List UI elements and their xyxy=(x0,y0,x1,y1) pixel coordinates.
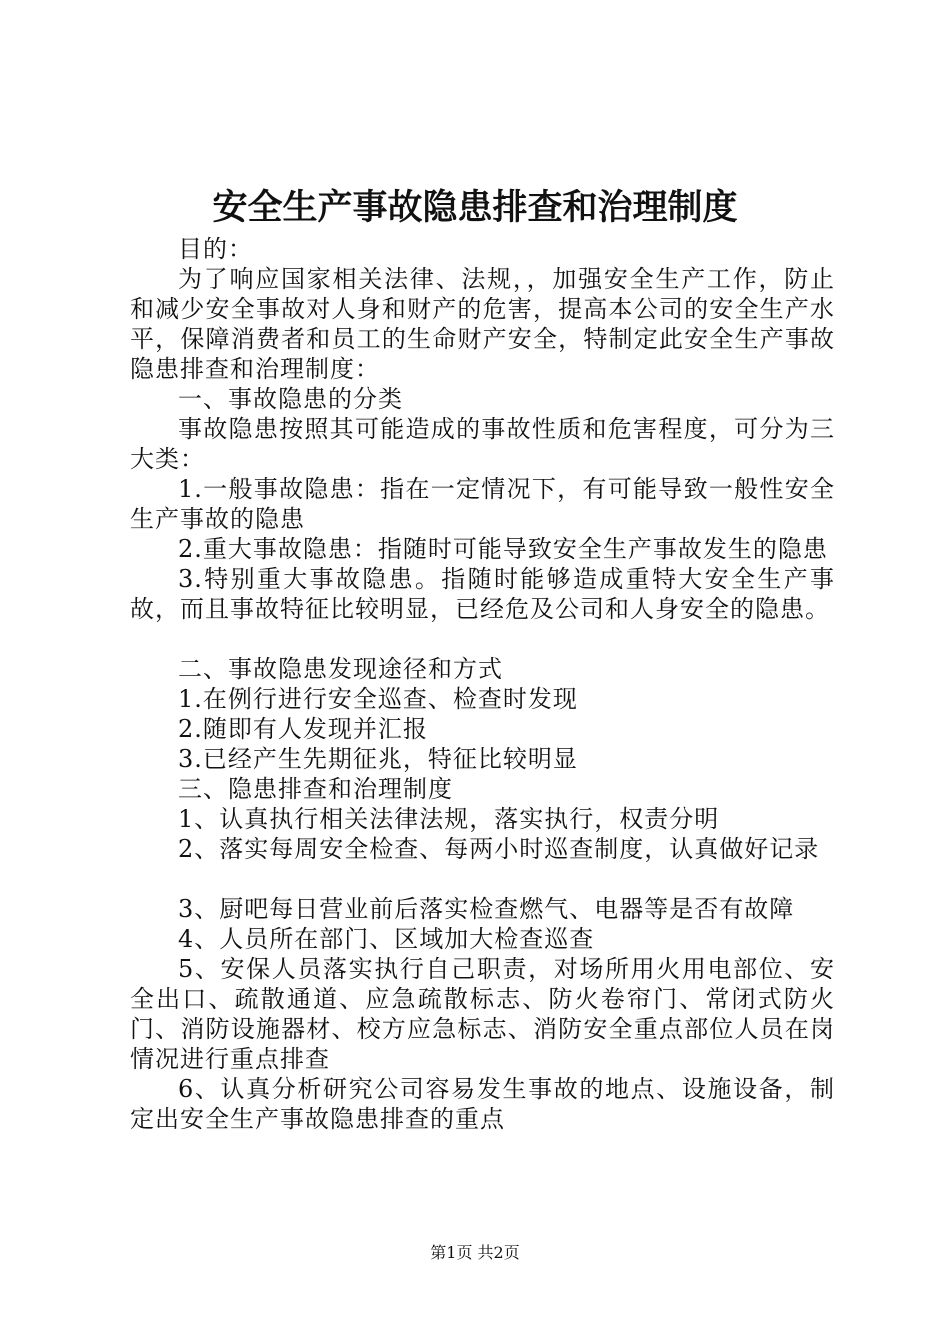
list-item-discovery-2: 2.随即有人发现并汇报 xyxy=(178,715,428,743)
paragraph-spacer xyxy=(130,624,835,654)
section-heading-3: 三、隐患排查和治理制度 xyxy=(178,775,453,803)
list-item-general-hazard: 1.一般事故隐患：指在一定情况下，有可能导致一般性安全生产事故的隐患 xyxy=(130,475,835,533)
document-title: 安全生产事故隐患排查和治理制度 xyxy=(212,187,738,228)
list-item-discovery-3: 3.已经产生先期征兆，特征比较明显 xyxy=(178,745,578,773)
paragraph-purpose-text: 为了响应国家相关法律、法规，，加强安全生产工作，防止和减少安全事故对人身和财产的危害，提高本公司的安全生产水平，保障消费者和员工的生命财产安全，特制定此安全生产事故隐患排查和治理制度： xyxy=(130,265,835,383)
list-item-rule-5: 5、安保人员落实执行自己职责，对场所用火用电部位、安全出口、疏散通道、应急疏散标志、防火卷帘门、常闭式防火门、消防设施器材、校方应急标志、消防安全重点部位人员在岗情况进行重点排查 xyxy=(130,955,835,1073)
list-item-rule-1: 1、认真执行相关法律法规，落实执行，权责分明 xyxy=(178,805,720,833)
list-item-rule-6: 6、认真分析研究公司容易发生事故的地点、设施设备，制定出安全生产事故隐患排查的重点 xyxy=(130,1075,835,1133)
paragraph-purpose-heading: 目的： xyxy=(178,235,253,263)
section-heading-1: 一、事故隐患的分类 xyxy=(178,385,403,413)
list-item-extreme-hazard: 3.特别重大事故隐患。指随时能够造成重特大安全生产事故，而且事故特征比较明显，已经危及公司和人身安全的隐患。 xyxy=(130,565,835,623)
section-heading-2: 二、事故隐患发现途径和方式 xyxy=(178,655,503,683)
page-number-footer: 第1页 共2页 xyxy=(430,1243,520,1262)
list-item-rule-3: 3、厨吧每日营业前后落实检查燃气、电器等是否有故障 xyxy=(178,895,795,923)
list-item-major-hazard: 2.重大事故隐患：指随时可能导致安全生产事故发生的隐患 xyxy=(178,535,828,563)
list-item-rule-4: 4、人员所在部门、区域加大检查巡查 xyxy=(178,925,595,953)
list-item-discovery-1: 1.在例行进行安全巡查、检查时发现 xyxy=(178,685,578,713)
document-body xyxy=(130,234,835,1134)
list-item-rule-2: 2、落实每周安全检查、每两小时巡查制度，认真做好记录 xyxy=(178,835,820,863)
paragraph-spacer xyxy=(130,864,835,894)
paragraph-classification: 事故隐患按照其可能造成的事故性质和危害程度，可分为三大类： xyxy=(130,415,835,473)
